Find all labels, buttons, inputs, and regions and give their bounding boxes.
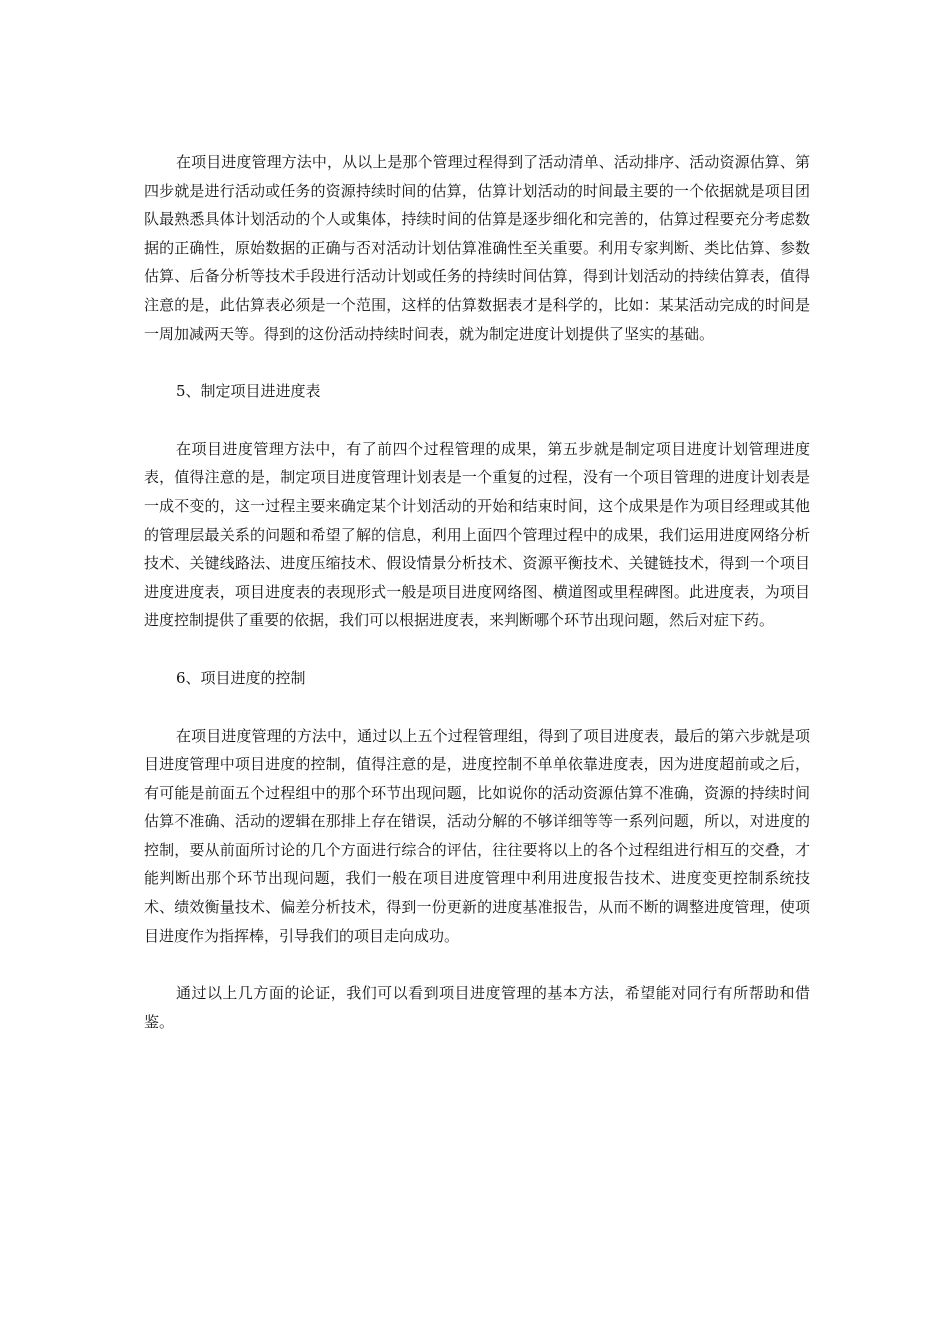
paragraph-gap bbox=[144, 635, 810, 664]
paragraph-gap bbox=[144, 348, 810, 377]
paragraph-schedule-development: 在项目进度管理方法中，有了前四个过程管理的成果，第五步就是制定项目进度计划管理进度表，值得注意的是，制定项目进度管理计划表是一个重复的过程，没有一个项目管理的进度计划表是一成不变的，这一过程主要来确定某个计划活动的开始和结束时间，这个成果是作为项目经理或其他的管理层最关系的问题和希望了解的信息，利用上面四个管理过程中的成果，我们运用进度网络分析技术、关键线路法、进度压缩技术、假设情景分析技术、资源平衡技术、关键链技术，得到一个项目进度进度表，项目进度表的表现形式一般是项目进度网络图、横道图或里程碑图。此进度表，为项目进度控制提供了重要的依据，我们可以根据进度表，来判断哪个环节出现问题，然后对症下药。 bbox=[144, 439, 810, 630]
paragraph-duration-estimation: 在项目进度管理方法中，从以上是那个管理过程得到了活动清单、活动排序、活动资源估算、第四步就是进行活动或任务的资源持续时间的估算，估算计划活动的时间最主要的一个依据就是项目团队最熟悉具体计划活动的个人或集体，持续时间的估算是逐步细化和完善的，估算过程要充分考虑数据的正确性，原始数据的正确与否对活动计划估算准确性至关重要。利用专家判断、类比估算、参数估算、后备分析等技术手段进行活动计划或任务的持续时间估算，得到计划活动的持续估算表，值得注意的是，此估算表必须是一个范围，这样的估算数据表才是科学的，比如：某某活动完成的时间是一周加减两天等。得到的这份活动持续时间表，就为制定进度计划提供了坚实的基础。 bbox=[144, 153, 810, 343]
paragraph-conclusion: 通过以上几方面的论证，我们可以看到项目进度管理的基本方法，希望能对同行有所帮助和借鉴。 bbox=[144, 984, 810, 1031]
paragraph-gap bbox=[144, 693, 810, 722]
paragraph-schedule-control: 在项目进度管理的方法中，通过以上五个过程管理组，得到了项目进度表，最后的第六步就是项目进度管理中项目进度的控制，值得注意的是，进度控制不单单依靠进度表，因为进度超前或之后，有可能是前面五个过程组中的那个环节出现问题，比如说你的活动资源估算不准确，资源的持续时间估算不准确、活动的逻辑在那排上存在错误，活动分解的不够详细等等一系列问题，所以，对进度的控制，要从前面所讨论的几个方面进行综合的评估，往往要将以上的各个过程组进行相互的交叠，才能判断出那个环节出现问题，我们一般在项目进度管理中利用进度报告技术、进度变更控制系统技术、绩效衡量技术、偏差分析技术，得到一份更新的进度基准报告，从而不断的调整进度管理，使项目进度作为指挥棒，引导我们的项目走向成功。 bbox=[144, 726, 810, 945]
section-heading-5: 5、制定项目进进度表 bbox=[176, 382, 321, 401]
section-heading-6: 6、项目进度的控制 bbox=[176, 668, 306, 687]
document-body bbox=[144, 148, 810, 1036]
paragraph-gap bbox=[144, 950, 810, 979]
paragraph-gap bbox=[144, 406, 810, 435]
